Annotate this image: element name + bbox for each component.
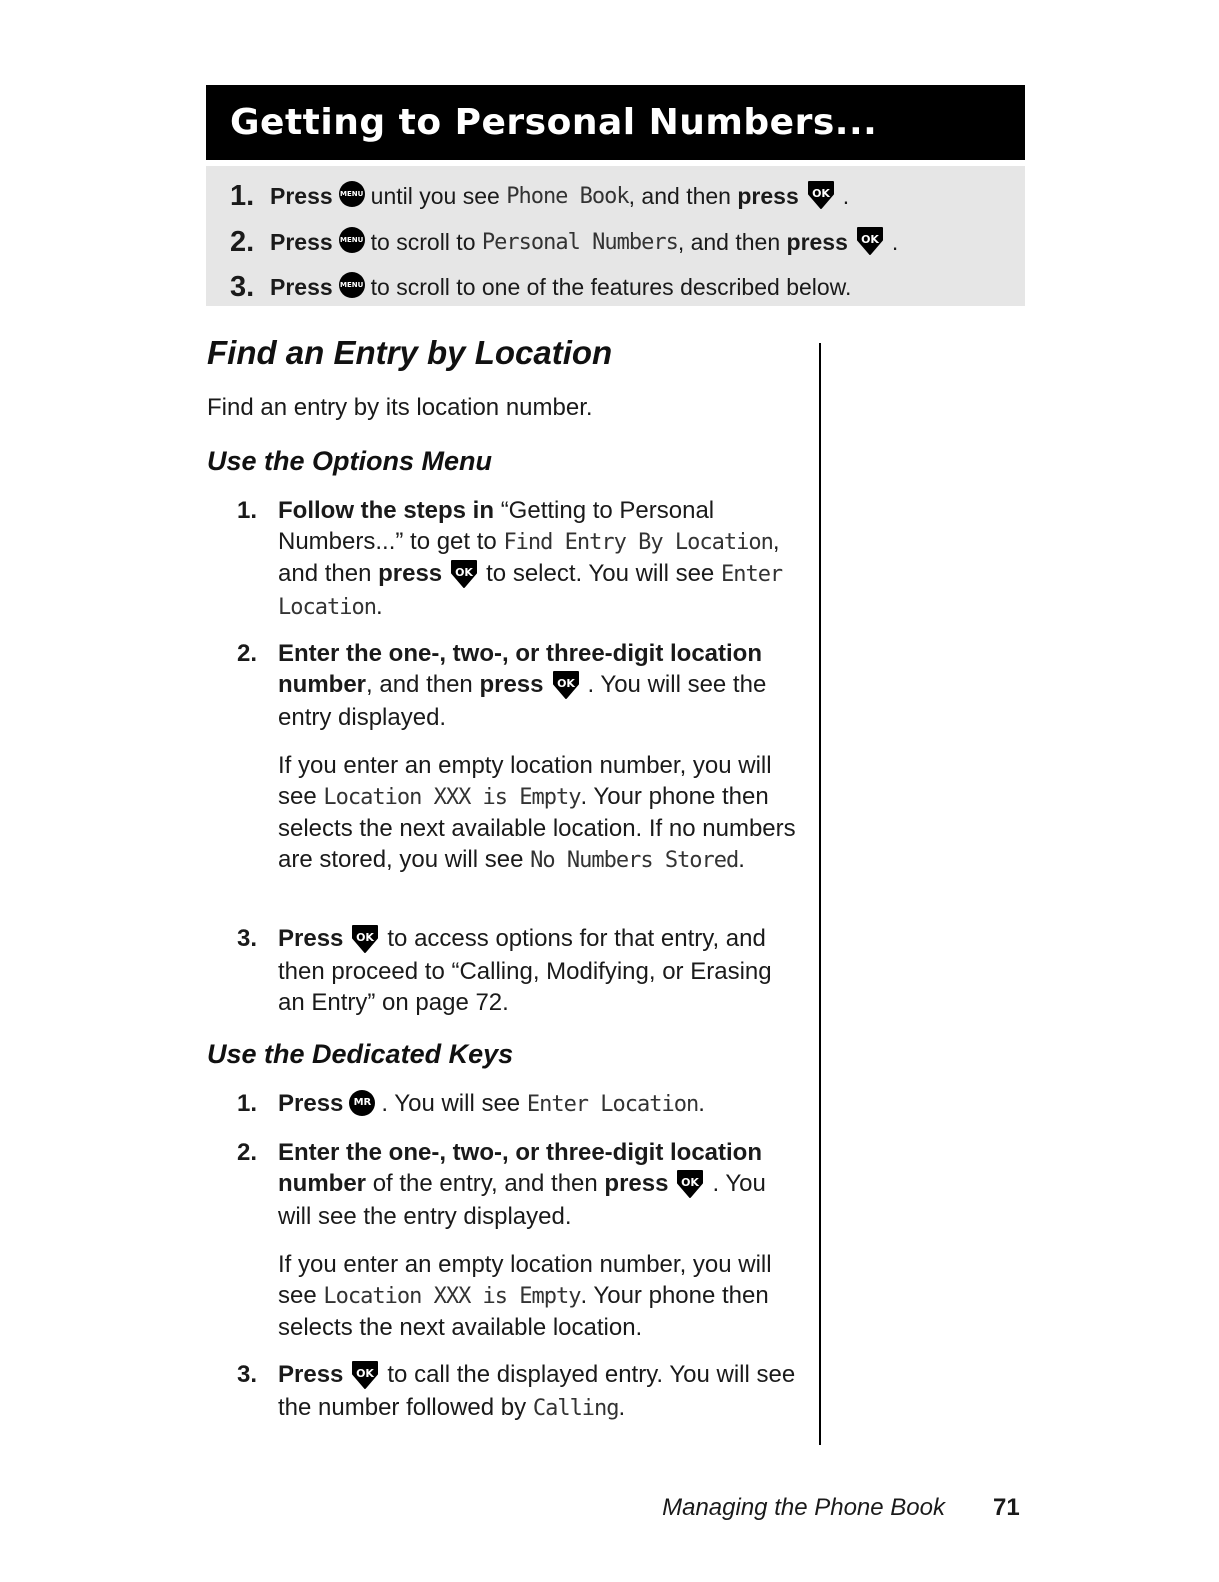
step-text: of the entry, and then bbox=[372, 1170, 598, 1197]
svg-text:OK: OK bbox=[681, 1175, 700, 1189]
step-bold-text: Follow the steps in bbox=[278, 497, 495, 524]
page-banner bbox=[206, 85, 1025, 160]
step-text: . bbox=[618, 1393, 626, 1421]
step-text: . bbox=[698, 1090, 705, 1117]
ok-key-icon bbox=[349, 922, 381, 954]
step-text: . bbox=[375, 592, 383, 620]
svg-text:OK: OK bbox=[356, 1366, 375, 1380]
step-number: 1. bbox=[230, 179, 255, 212]
display-text: Enter Location bbox=[278, 562, 783, 620]
menu-key-icon: MENU bbox=[339, 272, 365, 298]
step-text: , bbox=[772, 528, 780, 555]
step-note bbox=[278, 1249, 798, 1343]
press-label: press bbox=[737, 182, 799, 209]
svg-text:OK: OK bbox=[860, 233, 879, 246]
step-text: to scroll to bbox=[370, 228, 476, 255]
svg-text:OK: OK bbox=[455, 565, 474, 579]
step-text: “Getting to Personal Numbers...” to get to bbox=[278, 497, 715, 555]
ok-key-icon bbox=[349, 1358, 381, 1390]
menu-key-icon: MENU bbox=[339, 181, 365, 207]
step-text: until you see bbox=[370, 182, 500, 209]
press-label: press bbox=[378, 560, 443, 587]
step-number: 2. bbox=[230, 225, 255, 258]
step-note bbox=[278, 750, 798, 876]
press-label: press bbox=[479, 671, 544, 698]
display-text: Find Entry By Location bbox=[503, 530, 773, 555]
step-number: 1. bbox=[237, 497, 258, 524]
ok-key-icon bbox=[805, 178, 837, 210]
step-number: 2. bbox=[237, 640, 258, 667]
press-label: Press bbox=[270, 182, 333, 209]
note-text: . Your phone then selects the next available location. bbox=[278, 1281, 769, 1341]
step-text: to call the displayed entry. You will see the number followed by bbox=[278, 1361, 796, 1421]
section-description: Find an entry by its location number. bbox=[207, 394, 593, 421]
note-text: If you enter an empty location number, you will see bbox=[278, 751, 772, 810]
footer-page-number: 71 bbox=[993, 1494, 1020, 1521]
ok-key-icon bbox=[448, 557, 480, 589]
note-text: If you enter an empty location number, you will see bbox=[278, 1250, 772, 1309]
step-text: . bbox=[842, 182, 850, 209]
display-text: No Numbers Stored bbox=[530, 847, 739, 873]
ok-key-icon bbox=[674, 1167, 706, 1199]
dedicated-keys-heading: Use the Dedicated Keys bbox=[207, 1039, 514, 1069]
press-label: press bbox=[786, 228, 848, 255]
intro-steps-panel bbox=[206, 166, 1025, 306]
step-text: . bbox=[891, 228, 899, 255]
ok-key-icon bbox=[854, 224, 886, 256]
step-text: . You will see the entry displayed. bbox=[278, 1170, 766, 1230]
note-text: . bbox=[738, 845, 745, 873]
svg-text:OK: OK bbox=[811, 187, 830, 200]
press-label: Press bbox=[278, 1361, 344, 1388]
display-text: Personal Numbers bbox=[481, 229, 678, 255]
display-text: Location XXX is Empty bbox=[323, 1283, 581, 1309]
intro-step-3 bbox=[230, 267, 851, 307]
step-number: 1. bbox=[237, 1090, 258, 1117]
footer-chapter-title: Managing the Phone Book bbox=[662, 1494, 945, 1521]
display-text: Location XXX is Empty bbox=[323, 784, 581, 810]
margin-rule bbox=[819, 343, 821, 1445]
step-number: 3. bbox=[237, 925, 258, 952]
intro-step-1 bbox=[230, 176, 849, 216]
step-bold-text: Enter the one-, two-, or three-digit location number bbox=[278, 640, 762, 698]
step-text: to select. You will see bbox=[486, 560, 715, 587]
press-label: Press bbox=[278, 1090, 344, 1117]
press-label: press bbox=[604, 1170, 669, 1197]
press-label: Press bbox=[278, 925, 344, 952]
svg-text:OK: OK bbox=[556, 676, 575, 690]
step-text: , and then bbox=[628, 182, 731, 209]
press-label: Press bbox=[270, 228, 333, 255]
step-bold-text: Enter the one-, two-, or three-digit location number bbox=[278, 1139, 762, 1197]
step-text: . You will see the entry displayed. bbox=[278, 671, 767, 731]
display-text: Phone Book bbox=[506, 183, 629, 209]
step-text: . You will see bbox=[381, 1090, 521, 1117]
display-text: Calling bbox=[532, 1395, 619, 1421]
ok-key-icon bbox=[550, 668, 582, 700]
step-text: to access options for that entry, and then proceed to “Calling, Modifying, or Erasing an Entry” on page 72. bbox=[278, 925, 772, 1016]
step-text: , and then bbox=[366, 671, 473, 698]
options-menu-heading: Use the Options Menu bbox=[207, 446, 493, 476]
step-text: and then bbox=[278, 560, 372, 587]
section-title: Find an Entry by Location bbox=[207, 334, 613, 371]
step-number: 2. bbox=[237, 1139, 258, 1166]
svg-text:OK: OK bbox=[356, 930, 375, 944]
display-text: Enter Location bbox=[526, 1092, 699, 1117]
press-label: Press bbox=[270, 273, 333, 300]
step-text: , and then bbox=[677, 228, 781, 255]
step-text: to scroll to one of the features described below. bbox=[370, 273, 852, 300]
mr-key-icon: MR bbox=[349, 1090, 375, 1116]
banner-title: Getting to Personal Numbers... bbox=[230, 102, 878, 143]
step-number: 3. bbox=[230, 270, 255, 303]
menu-key-icon: MENU bbox=[339, 227, 365, 253]
intro-step-2 bbox=[230, 222, 898, 262]
note-text: . Your phone then selects the next available location. If no numbers are stored, you will see bbox=[278, 782, 796, 873]
step-number: 3. bbox=[237, 1361, 258, 1388]
